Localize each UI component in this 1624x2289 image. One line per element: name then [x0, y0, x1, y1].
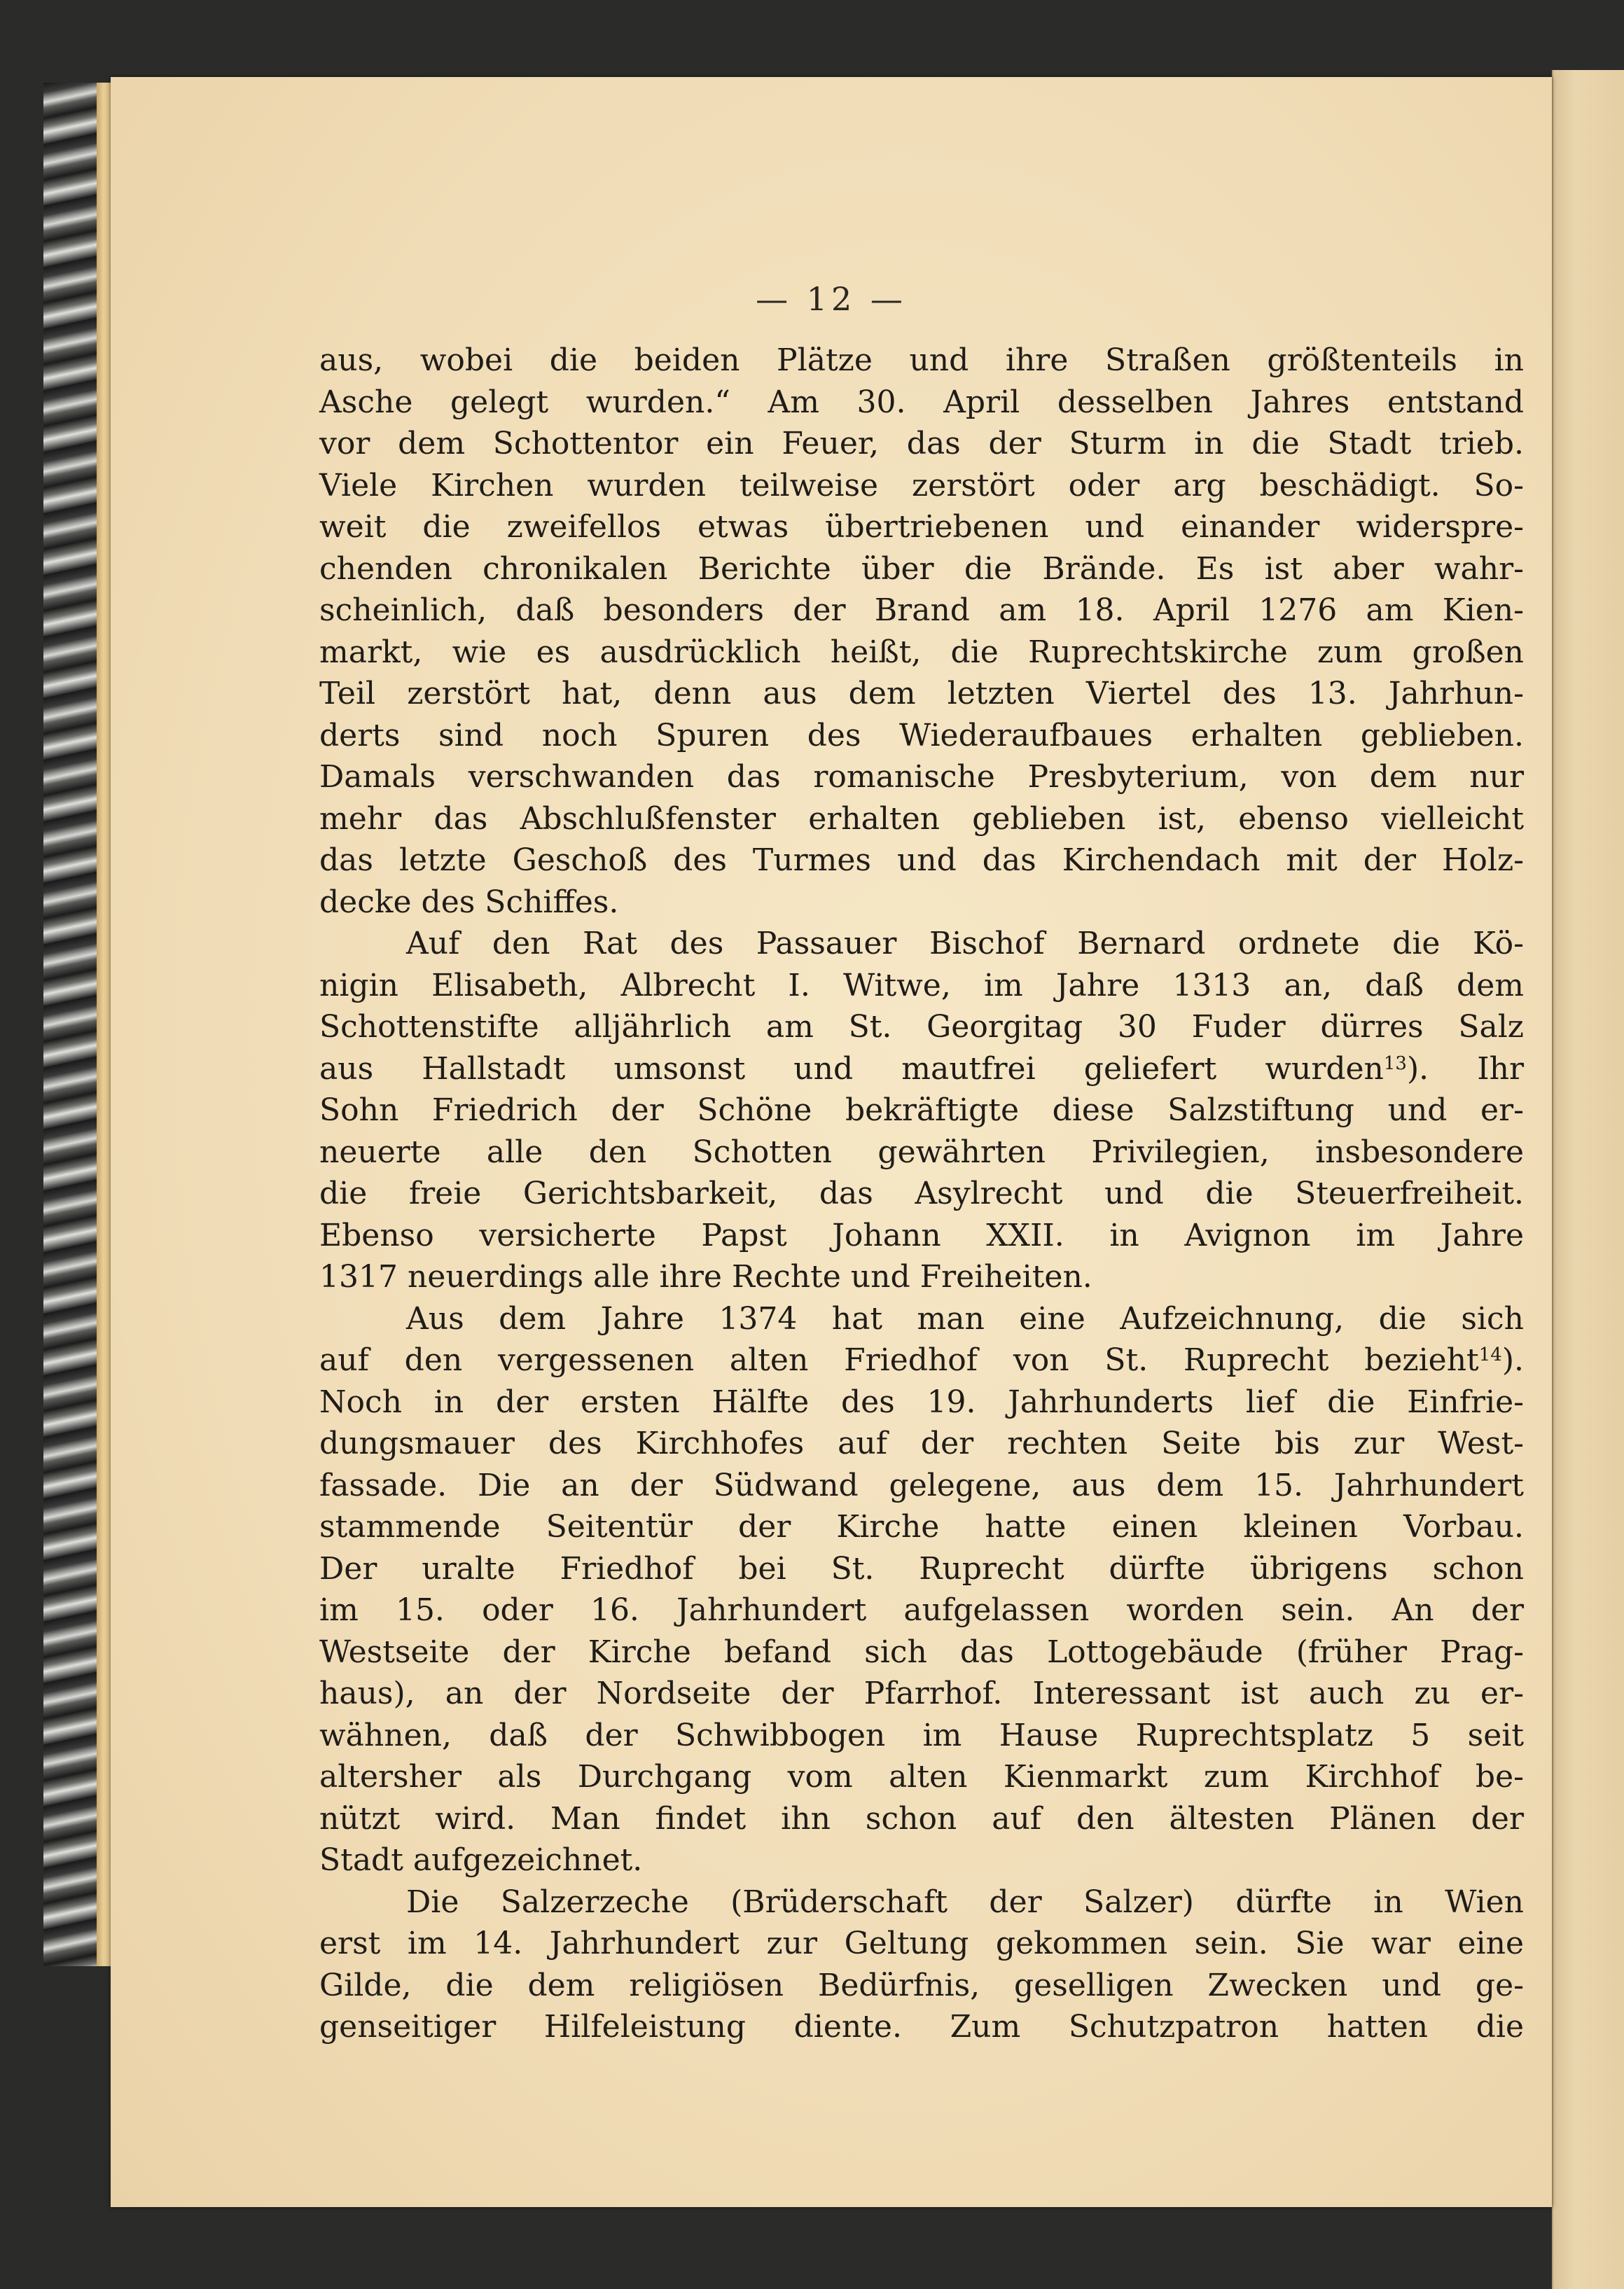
text-line — [319, 1423, 1524, 1465]
text-line-content: im 15. oder 16. Jahrhundert aufgelassen worden sein. An der — [319, 1592, 1524, 1628]
text-line — [319, 2006, 1524, 2048]
text-line — [319, 1881, 1524, 1923]
text-line-content: Stadt aufgezeichnet. — [319, 1842, 643, 1878]
text-line — [319, 1256, 1524, 1298]
text-line-content: genseitiger Hilfeleistung diente. Zum Schutzpatron hatten die — [319, 2009, 1524, 2045]
text-line-content: 1317 neuerdings alle ihre Rechte und Freiheiten. — [319, 1259, 1092, 1295]
text-line-tail: ). Ihr — [1406, 1050, 1524, 1087]
text-line — [319, 1298, 1524, 1340]
text-line-content: markt, wie es ausdrücklich heißt, die Ruprechtskirche zum großen — [319, 634, 1524, 670]
text-line-content: aus, wobei die beiden Plätze und ihre Straßen größtenteils in — [319, 342, 1524, 378]
text-line — [319, 1465, 1524, 1507]
text-line — [319, 1382, 1524, 1424]
text-line — [319, 506, 1524, 548]
text-line-content: erst im 14. Jahrhundert zur Geltung gekommen sein. Sie war eine — [319, 1926, 1524, 1961]
text-line — [319, 715, 1524, 757]
text-line — [319, 1965, 1524, 2007]
text-line — [319, 1631, 1524, 1674]
text-line-content: nigin Elisabeth, Albrecht I. Witwe, im Jahre 1313 an, daß dem — [319, 967, 1524, 1003]
text-line — [319, 1090, 1524, 1132]
book-cover-marbled — [43, 83, 102, 1966]
text-line — [319, 1548, 1524, 1590]
text-line-content: nützt wird. Man findet ihn schon auf den ältesten Plänen der — [319, 1800, 1524, 1837]
text-line — [319, 1923, 1524, 1965]
text-line-content: Ebenso versicherte Papst Johann XXII. in Avignon im Jahre — [319, 1217, 1524, 1253]
text-line-content: altersher als Durchgang vom alten Kienmarkt zum Kirchhof be- — [319, 1759, 1524, 1795]
text-line — [319, 798, 1524, 840]
text-line-content: derts sind noch Spuren des Wiederaufbaues erhalten geblieben. — [319, 717, 1524, 753]
book-page — [111, 77, 1552, 2207]
body-text — [319, 340, 1524, 2048]
text-line-content: scheinlich, daß besonders der Brand am 18. April 1276 am Kien- — [319, 592, 1524, 628]
text-line-content: Schottenstifte alljährlich am St. Georgitag 30 Fuder dürres Salz — [319, 1009, 1524, 1045]
text-line — [319, 590, 1524, 632]
text-line — [319, 1340, 1524, 1382]
text-line — [319, 340, 1524, 382]
text-line — [319, 1173, 1524, 1215]
text-line-content: Noch in der ersten Hälfte des 19. Jahrhunderts lief die Einfrie- — [319, 1384, 1524, 1420]
text-line — [319, 1048, 1524, 1090]
text-line — [319, 1006, 1524, 1048]
text-line — [319, 756, 1524, 798]
text-line — [319, 1798, 1524, 1840]
text-line — [319, 1506, 1524, 1548]
page-number: — 12 — — [756, 280, 907, 318]
text-line — [319, 1839, 1524, 1881]
text-line-content: Viele Kirchen wurden teilweise zerstört oder arg beschädigt. So- — [319, 467, 1524, 503]
text-line — [319, 1589, 1524, 1631]
text-line-content: stammende Seitentür der Kirche hatte einen kleinen Vorbau. — [319, 1509, 1524, 1545]
text-line-content: fassade. Die an der Südwand gelegene, aus dem 15. Jahrhundert — [319, 1467, 1524, 1503]
text-line — [319, 632, 1524, 674]
text-line — [319, 1132, 1524, 1174]
text-line — [319, 1715, 1524, 1757]
text-line-tail: ). — [1501, 1342, 1524, 1378]
text-line — [319, 548, 1524, 590]
text-line-content: auf den vergessenen alten Friedhof von St. Ruprecht bezieht — [319, 1342, 1479, 1378]
text-line-content: Aus dem Jahre 1374 hat man eine Aufzeichnung, die sich — [406, 1300, 1524, 1337]
text-line — [319, 423, 1524, 465]
text-line-content: chenden chronikalen Berichte über die Brände. Es ist aber wahr- — [319, 550, 1524, 587]
text-line — [319, 1673, 1524, 1715]
text-line-content: wähnen, daß der Schwibbogen im Hause Ruprechtsplatz 5 seit — [319, 1717, 1524, 1753]
text-line-content: Westseite der Kirche befand sich das Lottogebäude (früher Prag- — [319, 1634, 1524, 1670]
text-line-content: weit die zweifellos etwas übertriebenen und einander widerspre- — [319, 509, 1524, 545]
text-line-content: vor dem Schottentor ein Feuer, das der Sturm in die Stadt trieb. — [319, 426, 1524, 461]
text-line-content: aus Hallstadt umsonst und mautfrei geliefert wurden — [319, 1050, 1384, 1087]
text-line — [319, 382, 1524, 424]
next-page-edge — [1552, 70, 1624, 2289]
text-line-content: haus), an der Nordseite der Pfarrhof. Interessant ist auch zu er- — [319, 1676, 1524, 1711]
text-line-content: neuerte alle den Schotten gewährten Privilegien, insbesondere — [319, 1134, 1524, 1170]
text-line-content: decke des Schiffes. — [319, 884, 619, 920]
text-line — [319, 673, 1524, 715]
text-line-content: Asche gelegt wurden.“ Am 30. April desselben Jahres entstand — [319, 384, 1524, 420]
text-line — [319, 923, 1524, 965]
text-line-content: Teil zerstört hat, denn aus dem letzten Viertel des 13. Jahrhun- — [319, 676, 1524, 711]
text-line — [319, 1756, 1524, 1798]
text-line-content: Sohn Friedrich der Schöne bekräftigte diese Salzstiftung und er- — [319, 1092, 1524, 1128]
text-line — [319, 1215, 1524, 1257]
footnote-marker: 14 — [1478, 1344, 1502, 1365]
text-line-content: Damals verschwanden das romanische Presbyterium, von dem nur — [319, 759, 1524, 795]
footnote-marker: 13 — [1383, 1052, 1407, 1074]
text-line-content: Der uralte Friedhof bei St. Ruprecht dürfte übrigens schon — [319, 1550, 1524, 1587]
text-line — [319, 465, 1524, 507]
text-line-content: das letzte Geschoß des Turmes und das Kirchendach mit der Holz- — [319, 842, 1524, 878]
text-line-content: Gilde, die dem religiösen Bedürfnis, geselligen Zwecken und ge- — [319, 1967, 1524, 2003]
text-line-content: Die Salzerzeche (Brüderschaft der Salzer) dürfte in Wien — [406, 1884, 1524, 1920]
text-line — [319, 882, 1524, 924]
text-line-content: die freie Gerichtsbarkeit, das Asylrecht und die Steuerfreiheit. — [319, 1176, 1524, 1211]
text-line-content: Auf den Rat des Passauer Bischof Bernard ordnete die Kö- — [406, 926, 1524, 961]
text-line — [319, 840, 1524, 882]
text-line-content: dungsmauer des Kirchhofes auf der rechten Seite bis zur West- — [319, 1426, 1524, 1461]
text-line-content: mehr das Abschlußfenster erhalten geblieben ist, ebenso vielleicht — [319, 800, 1524, 837]
text-line — [319, 965, 1524, 1007]
